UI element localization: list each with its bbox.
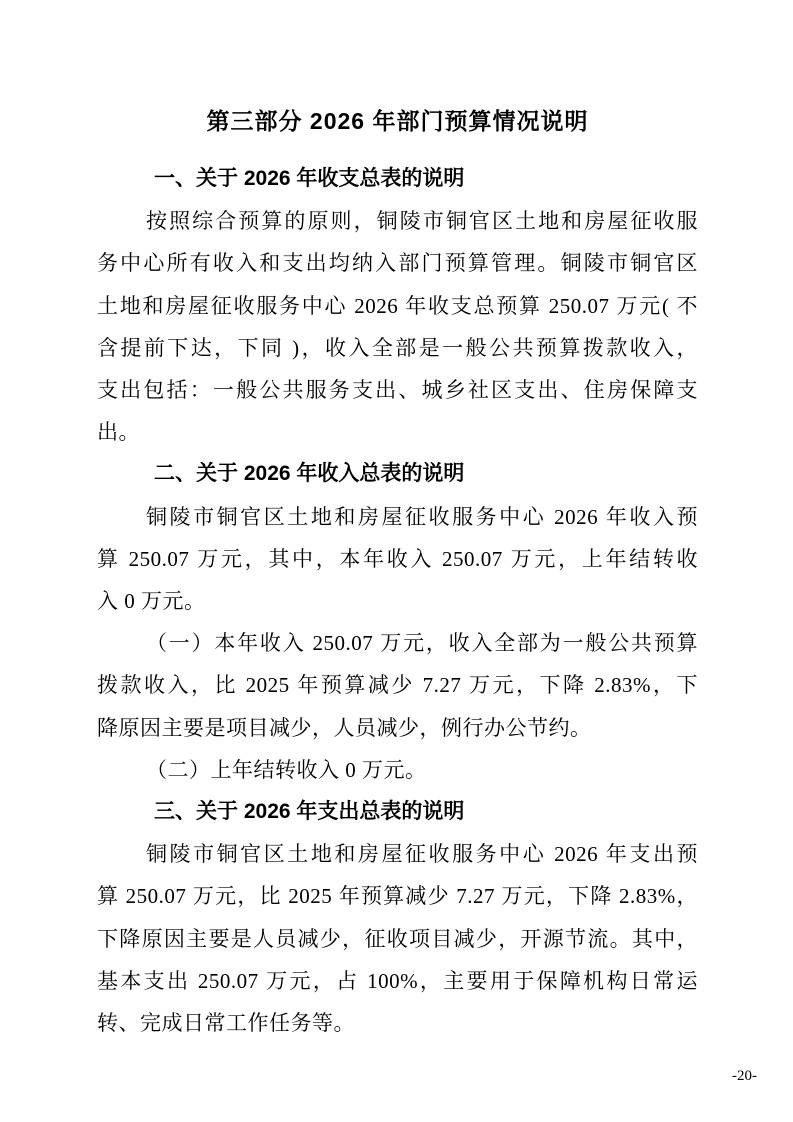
paragraph-line: 转、完成日常工作任务等。 [97,1011,355,1036]
paragraph-line: 按照综合预算的原则，铜陵市铜官区土地和房屋征收服 [146,209,698,234]
paragraph-line: 铜陵市铜官区土地和房屋征收服务中心 2026 年支出预 [146,842,698,867]
paragraph-line: 含提前下达，下同 )，收入全部是一般公共预算拨款收入， [97,335,698,360]
section-3-heading: 三、关于 2026 年支出总表的说明 [154,800,465,824]
page-number: -20- [732,1068,757,1084]
document-body [97,99,698,1044]
paragraph-line: 降原因主要是项目减少，人员减少，例行办公节约。 [97,715,592,740]
paragraph-line: （一）本年收入 250.07 万元，收入全部为一般公共预算 [146,631,698,656]
paragraph-line: （二）上年结转收入 0 万元。 [146,757,427,782]
section-1-heading: 一、关于 2026 年收支总表的说明 [154,167,465,190]
paragraph-line: 支出包括：一般公共服务支出、城乡社区支出、住房保障支 [97,378,698,403]
paragraph-line: 基本支出 250.07 万元，占 100%，主要用于保障机构日常运 [97,968,698,993]
paragraph-line: 下降原因主要是人员减少，征收项目减少，开源节流。其中， [97,926,698,951]
paragraph-line: 拨款收入，比 2025 年预算减少 7.27 万元，下降 2.83%，下 [97,673,698,698]
paragraph-line: 算 250.07 万元，比 2025 年预算减少 7.27 万元，下降 2.83%， [97,884,698,909]
paragraph-line: 铜陵市铜官区土地和房屋征收服务中心 2026 年收入预 [146,504,698,529]
paragraph-line: 土地和房屋征收服务中心 2026 年收支总预算 250.07 万元( 不 [97,293,698,318]
paragraph-line: 务中心所有收入和支出均纳入部门预算管理。铜陵市铜官区 [97,251,698,276]
paragraph-line: 入 0 万元。 [97,589,206,614]
document-title: 第三部分 2026 年部门预算情况说明 [206,108,589,134]
paragraph-line: 算 250.07 万元，其中，本年收入 250.07 万元，上年结转收 [97,546,698,571]
paragraph-line: 出。 [97,420,140,445]
section-2-heading: 二、关于 2026 年收入总表的说明 [154,462,465,486]
